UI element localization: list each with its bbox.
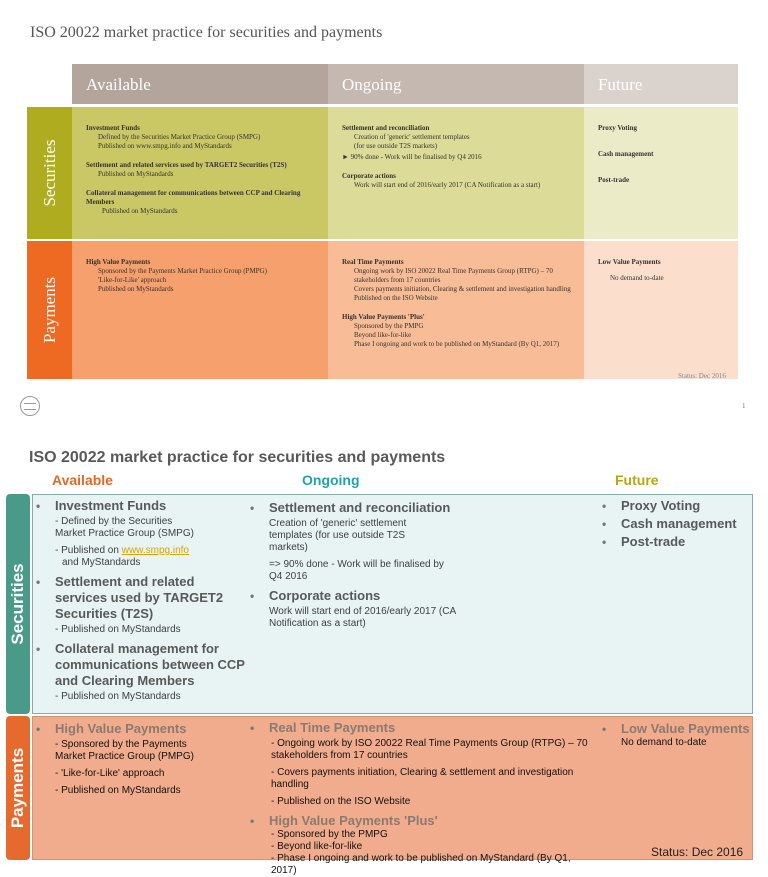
item-heading: • Corporate actions xyxy=(269,588,469,604)
item-detail: - 'Like-for-Like' approach xyxy=(55,768,165,779)
item-detail: - Sponsored by the PMPG xyxy=(271,829,388,840)
item-detail: Work will start end of 2016/early 2017 (CA Notification as a start) xyxy=(269,606,456,629)
item-detail: - Covers payments initiation, Clearing & settlement and investigation handling xyxy=(271,767,574,790)
item-heading: • Collateral management for communications between CCP and Clearing Members xyxy=(55,641,245,689)
item-detail: - Beyond like-for-like xyxy=(271,841,363,852)
status-label: Status: Dec 2016 xyxy=(678,372,726,380)
col-securities-ongoing xyxy=(269,500,469,630)
globe-logo-icon xyxy=(20,396,40,416)
item-detail: Sponsored by the Payments Market Practice Group (PMPG) xyxy=(98,267,267,275)
item-detail: Published on MyStandards xyxy=(102,207,178,215)
item-detail: No demand to-date xyxy=(621,737,707,748)
item-heading: Cash management xyxy=(598,150,654,158)
item-detail: Defined by the Securities Market Practice Group (SMPG) xyxy=(98,133,261,141)
item-detail: Published on the ISO Website xyxy=(354,294,438,302)
item-detail: No demand to-date xyxy=(610,274,664,282)
item-heading: Real Time Payments xyxy=(342,258,404,266)
col-payments-future xyxy=(621,721,751,749)
header-ongoing: Ongoing xyxy=(328,64,584,104)
item-detail: Published on MyStandards xyxy=(98,285,174,293)
item-detail: 'Like-for-Like' approach xyxy=(98,276,167,284)
slide-2-title: ISO 20022 market practice for securities and payments xyxy=(29,449,446,466)
row-label-payments: Payments xyxy=(27,241,72,379)
item-heading: High Value Payments 'Plus' xyxy=(342,313,425,321)
item-detail: Creation of 'generic' settlement templates xyxy=(354,133,470,141)
row-label-securities: Securities xyxy=(6,494,30,714)
item-heading: • Investment Funds xyxy=(55,498,245,514)
smpg-link[interactable]: www.smpg.info xyxy=(121,545,189,556)
item-detail: Ongoing work by ISO 20022 Real Time Payments Group (RTPG) – 70 stakeholders from 17 countries xyxy=(354,267,553,284)
header-future: Future xyxy=(615,472,659,488)
cell-securities-future xyxy=(584,107,738,239)
cell-payments-available xyxy=(72,241,328,379)
item-heading: Proxy Voting xyxy=(598,124,637,132)
header-future: Future xyxy=(584,64,738,104)
item-detail: - Published on MyStandards xyxy=(55,624,181,635)
header-available: Available xyxy=(72,64,328,104)
item-detail: - Sponsored by the Payments Market Practice Group (PMPG) xyxy=(55,739,194,762)
col-payments-ongoing xyxy=(269,720,594,877)
cell-securities-available xyxy=(72,107,328,239)
item-detail: (for use outside T2S markets) xyxy=(354,142,438,150)
future-item: • Post-trade xyxy=(621,534,751,550)
item-detail: Published on MyStandards xyxy=(98,170,174,178)
item-detail: Beyond like-for-like xyxy=(354,331,412,339)
item-detail: ► 90% done - Work will be finalised by Q4 2016 xyxy=(342,153,482,161)
cell-payments-ongoing xyxy=(328,241,584,379)
item-detail: => 90% done - Work will be finalised by Q4 2016 xyxy=(269,559,444,582)
future-item: • Proxy Voting xyxy=(621,498,751,514)
item-heading: Corporate actions xyxy=(342,172,396,180)
item-detail: Creation of 'generic' settlement templates (for use outside T2S markets) xyxy=(269,518,407,553)
item-heading: Collateral management for communications between CCP and Clearing Members xyxy=(86,189,301,206)
item-heading: Post-trade xyxy=(598,176,630,184)
item-heading: • Low Value Payments xyxy=(621,721,751,737)
item-detail: - Ongoing work by ISO 20022 Real Time Payments Group (RTPG) – 70 stakeholders from 17 countries xyxy=(271,738,588,761)
item-detail: - Published on the ISO Website xyxy=(271,796,411,807)
item-heading: • Real Time Payments xyxy=(269,720,594,736)
row-label-payments: Payments xyxy=(6,716,30,860)
col-securities-future xyxy=(621,498,751,550)
item-detail: Phase I ongoing and work to be published on MyStandard (By Q1, 2017) xyxy=(354,340,560,348)
row-label-securities: Securities xyxy=(27,107,72,239)
status-label: Status: Dec 2016 xyxy=(651,845,744,859)
col-payments-available xyxy=(55,721,245,797)
future-item: • Cash management xyxy=(621,516,751,532)
item-detail: - Defined by the Securities Market Practice Group (SMPG) xyxy=(55,516,194,539)
item-detail: Published on www.smpg.info and MyStandards xyxy=(98,142,232,150)
item-heading: Settlement and reconciliation xyxy=(342,124,430,132)
item-heading: Settlement and related services used by TARGET2 Securities (T2S) xyxy=(86,161,287,169)
item-detail: and MyStandards xyxy=(62,557,141,568)
col-securities-available xyxy=(55,498,245,703)
item-detail: - Published on www.smpg.info xyxy=(55,545,189,556)
cell-payments-future xyxy=(584,241,738,379)
slide-1-title: ISO 20022 market practice for securities and payments xyxy=(30,24,383,41)
page-number: 1 xyxy=(742,402,746,410)
item-detail: Sponsored by the PMPG xyxy=(354,322,424,330)
item-heading: • Settlement and related services used by TARGET2 Securities (T2S) xyxy=(55,574,245,622)
item-heading: High Value Payments xyxy=(86,258,151,266)
item-detail: - Phase I ongoing and work to be published on MyStandard (By Q1, 2017) xyxy=(271,853,571,876)
item-detail: Work will start end of 2016/early 2017 (CA Notification as a start) xyxy=(354,181,541,189)
item-detail: - Published on MyStandards xyxy=(55,691,181,702)
item-heading: • High Value Payments 'Plus' xyxy=(269,813,594,829)
item-heading: • High Value Payments xyxy=(55,721,245,737)
item-detail: - Published on MyStandards xyxy=(55,785,181,796)
item-heading: • Settlement and reconciliation xyxy=(269,500,469,516)
item-heading: Investment Funds xyxy=(86,124,140,132)
item-heading: Low Value Payments xyxy=(598,258,661,266)
cell-securities-ongoing xyxy=(328,107,584,239)
item-detail: Covers payments initiation, Clearing & settlement and investigation handling xyxy=(354,285,571,293)
header-available: Available xyxy=(52,472,113,488)
header-ongoing: Ongoing xyxy=(302,472,360,488)
